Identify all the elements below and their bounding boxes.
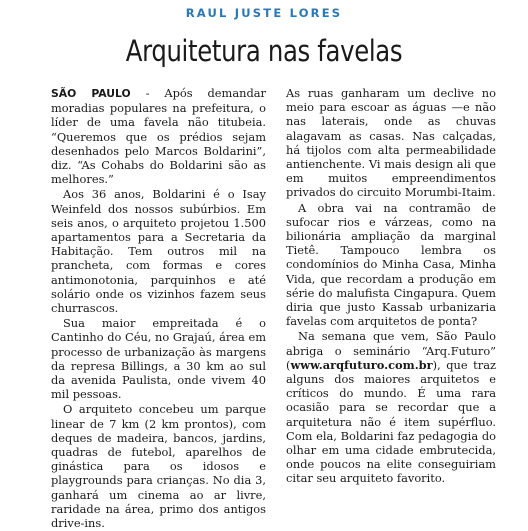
paragraph-7-text-a: Na semana que vem, São Paulo abriga o seminário “Arq.Futuro” ( [286,329,496,372]
article-headline: Arquitetura nas favelas [125,34,403,68]
article-column-left [51,86,266,531]
paragraph-2: Aos 36 anos, Boldarini é o Isay Weinfeld dos nossos subúrbios. Em seis anos, o arquiteto projetou 1.500 apartamentos para a Secretaria da Habitação. Tem outros mil na prancheta, com formas e cores antimonotonia, parquinhos e até solário onde os vizinhos fazem seus churrascos. [51,187,266,316]
paragraph-6: A obra vai na contramão de sufocar rios e várzeas, como na bilionária ampliação da marginal Tietê. Tampouco lembra os condomínios do Minha Casa, Minha Vida, que recordam a produção em série do malufista Cingapura. Quem diria que justo Kassab urbanizaria favelas com arquitetos de ponta? [286,200,496,329]
article-column-right [286,86,496,487]
paragraph-7-text-b: ), que traz alguns dos maiores arquitetos e críticos do mundo. É uma rara ocasião para se recordar que a arquitetura não é item supérfluo. Com ela, Boldarini faz pedagogia do olhar em uma cidade embrutecida, onde poucos na elite conseguiriam citar seu arquiteto favorito. [286,357,496,486]
website-link[interactable]: www.arqfuturo.com.br [290,357,433,372]
paragraph-7 [286,329,496,485]
paragraph-3: Sua maior empreitada é o Cantinho do Céu, no Grajaú, área em processo de urbanização às margens da represa Billings, a 30 km ao sul da avenida Paulista, onde vivem 40 mil pessoas. [51,316,266,402]
paragraph-4: O arquiteto concebeu um parque linear de 7 km (2 km prontos), com deques de madeira, bancos, jardins, quadras de futebol, aparelhos de ginástica para os idosos e playgrounds para crianças. No dia 3, ganhará um cinema ao ar livre, raridade na área, primo dos antigos drive-ins. [51,402,266,531]
paragraph-1-text: - Após demandar moradias populares na prefeitura, o líder de uma favela não titubeia. “Queremos que os prédios sejam desenhados pelo Marcos Boldarini”, diz. “As Cohabs do Boldarini são as melhores.” [51,86,266,187]
paragraph-5: As ruas ganharam um declive no meio para escoar as águas —e não nas laterais, onde as chuvas alagavam as casas. Nas calçadas, há tijolos com alta permeabilidade antienchente. Vi mais design ali que em muitos empreendimentos privados do circuito Morumbi-Itaim. [286,86,496,200]
dateline: SÃO PAULO [51,87,131,100]
author-byline: RAUL JUSTE LORES [185,6,343,20]
paragraph-1 [51,86,266,186]
